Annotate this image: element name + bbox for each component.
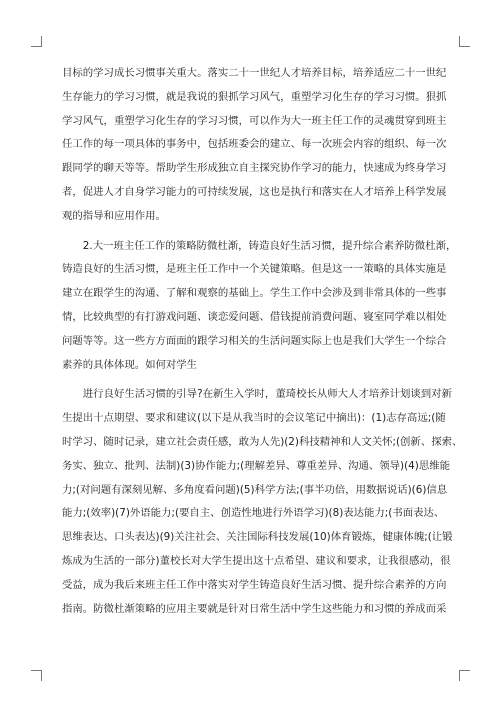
text-line: 受益，成为我后来班主任工作中落实对学生铸造良好生活习惯、提升综合素养的方向 xyxy=(62,578,447,591)
text-line: 务实、独立、批判、法制)(3)协作能力;(理解差异、尊重差异、沟通、领导)(4)思维能 xyxy=(62,459,450,472)
text-line: 进行良好生活习惯的引导?在新生入学时，董琦校长从师大人才培养计划谈到对新 xyxy=(62,388,452,401)
text-line: 问题等等。这一些方方面面的跟学习相关的生活问题实际上也是我们大学生一个综合 xyxy=(62,334,447,347)
text-line: 能力;(效率)(7)外语能力;(要自主、创造性地进行外语学习)(8)表达能力;(书面表达、 xyxy=(62,507,445,520)
text-line: 指南。防微杜渐策略的应用主要就是针对日常生活中学生这些能力和习惯的养成而采 xyxy=(62,602,447,615)
crop-mark-bottom-right xyxy=(459,670,470,681)
text-line: 情，比较典型的有打游戏问题、谈恋爱问题、借钱提前消费问题、寝室同学难以相处 xyxy=(62,310,447,323)
text-line: 2.大一班主任工作的策略防微杜渐，铸造良好生活习惯，提升综合素养防微杜渐， xyxy=(62,239,457,252)
crop-mark-top-left xyxy=(31,36,42,47)
text-line: 学习风气，重塑学习化生存的学习习惯，可以作为大一班主任工作的灵魂贯穿到班主 xyxy=(62,114,447,127)
text-line: 者，促进人才自身学习能力的可持续发展，这也是执行和落实在人才培养上科学发展 xyxy=(62,185,447,198)
text-line: 炼成为生活的一部分)董校长对大学生提出这十点希望、建议和要求，让我很感动，很 xyxy=(62,554,451,567)
crop-mark-top-right xyxy=(459,36,470,47)
text-line: 生提出十点期望、要求和建议(以下是从我当时的会议笔记中摘出)：(1)志存高远;(随 xyxy=(62,412,446,425)
text-line: 思维表达、口头表达)(9)关注社会、关注国际科技发展(10)体育锻炼，健康体魄;(让锻 xyxy=(62,531,453,544)
text-line: 生存能力的学习习惯，就是我说的狠抓学习风气，重塑学习化生存的学习习惯。狠抓 xyxy=(62,90,447,103)
text-line: 任工作的每一项具体的事务中，包括班委会的建立、每一次班会内容的组织、每一次 xyxy=(62,138,447,151)
crop-mark-bottom-left xyxy=(31,670,42,681)
document-body xyxy=(62,62,463,621)
text-line: 铸造良好的生活习惯，是班主任工作中一个关键策略。但是这一一策略的具体实施是 xyxy=(62,263,447,276)
text-line: 目标的学习成长习惯事关重大。落实二十一世纪人才培养目标，培养适应二十一世纪 xyxy=(62,67,447,79)
text-line: 跟同学的聊天等等。帮助学生形成独立自主探究协作学习的能力，快速成为终身学习 xyxy=(62,162,447,175)
text-line: 力;(对问题有深刻见解、多角度看问题)(5)科学方法;(事半功倍，用数据说话)(6)信息 xyxy=(62,483,448,496)
text-line: 素养的具体体现。如何对学生 xyxy=(62,358,198,371)
text-line: 观的指导和应用作用。 xyxy=(62,209,166,222)
text-line: 建立在跟学生的沟通、了解和观察的基础上。学生工作中会涉及到非常具体的一些事 xyxy=(62,287,447,300)
text-line: 时学习、随时记录，建立社会责任感，敢为人先)(2)科技精神和人文关怀;(创新、探索、 xyxy=(62,435,463,448)
